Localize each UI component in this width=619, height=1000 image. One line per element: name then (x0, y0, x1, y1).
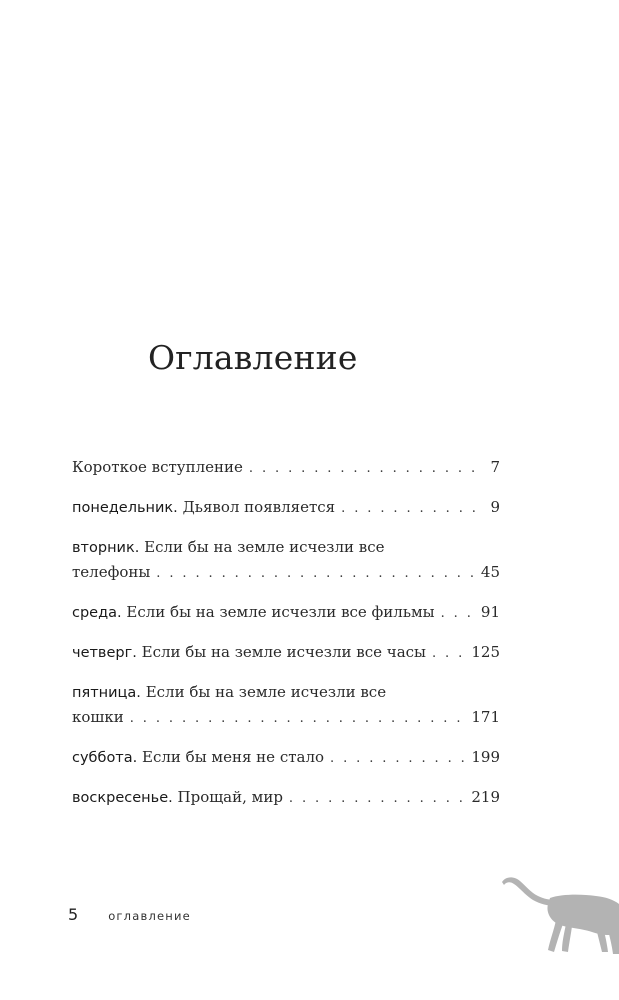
chapter-title: Если бы на земле исчезли все часы (141, 643, 426, 661)
toc-line (72, 560, 500, 586)
toc-entry-thursday[interactable] (72, 640, 500, 666)
dot-leader (249, 457, 485, 481)
dot-leader (441, 602, 475, 626)
chapter-title-continued: телефоны (72, 563, 151, 581)
toc-entry-saturday[interactable] (72, 745, 500, 771)
dot-leader (432, 642, 465, 666)
page-number: 45 (480, 563, 500, 581)
toc-entry-friday[interactable] (72, 680, 500, 731)
day-label: среда. (72, 605, 122, 621)
running-head: оглавление (108, 909, 191, 923)
page-footer (68, 905, 191, 924)
day-label: суббота. (72, 750, 138, 766)
toc-entry-intro[interactable] (72, 455, 500, 481)
toc-line (72, 600, 500, 626)
page-number: 125 (471, 643, 500, 661)
day-label: четверг. (72, 645, 137, 661)
dot-leader (156, 562, 475, 586)
dot-leader (130, 707, 466, 731)
toc-line (72, 705, 500, 731)
day-label: пятница. (72, 685, 141, 701)
toc-entry-sunday[interactable] (72, 785, 500, 811)
cat-silhouette-icon (500, 872, 619, 956)
chapter-title-continued: кошки (72, 708, 124, 726)
page-number: 91 (480, 603, 500, 621)
toc-line-first (72, 535, 500, 560)
page-title: Оглавление (148, 338, 358, 377)
dot-leader (289, 787, 465, 811)
toc-entry-wednesday[interactable] (72, 600, 500, 626)
toc-line (72, 785, 500, 811)
dot-leader (341, 497, 484, 521)
chapter-title: Дьявол появляется (182, 498, 336, 516)
day-label: вторник. (72, 540, 140, 556)
page-number: 9 (490, 498, 500, 516)
table-of-contents (72, 455, 500, 825)
chapter-title: Короткое вступление (72, 458, 243, 476)
chapter-title: Если бы меня не стало (142, 748, 325, 766)
page-number: 171 (471, 708, 500, 726)
folio-page-number: 5 (68, 905, 79, 924)
day-label: понедельник. (72, 500, 178, 516)
day-label: воскресенье. (72, 790, 173, 806)
toc-line (72, 455, 500, 481)
toc-entry-tuesday[interactable] (72, 535, 500, 586)
page-number: 219 (471, 788, 500, 806)
page-number: 199 (471, 748, 500, 766)
page-number: 7 (490, 458, 500, 476)
dot-leader (330, 747, 465, 771)
toc-line (72, 640, 500, 666)
chapter-title: Если бы на земле исчезли все (144, 538, 385, 556)
toc-line-first (72, 680, 500, 705)
toc-line (72, 745, 500, 771)
toc-line (72, 495, 500, 521)
chapter-title: Прощай, мир (177, 788, 283, 806)
chapter-title: Если бы на земле исчезли все фильмы (126, 603, 435, 621)
toc-entry-monday[interactable] (72, 495, 500, 521)
chapter-title: Если бы на земле исчезли все (145, 683, 387, 701)
